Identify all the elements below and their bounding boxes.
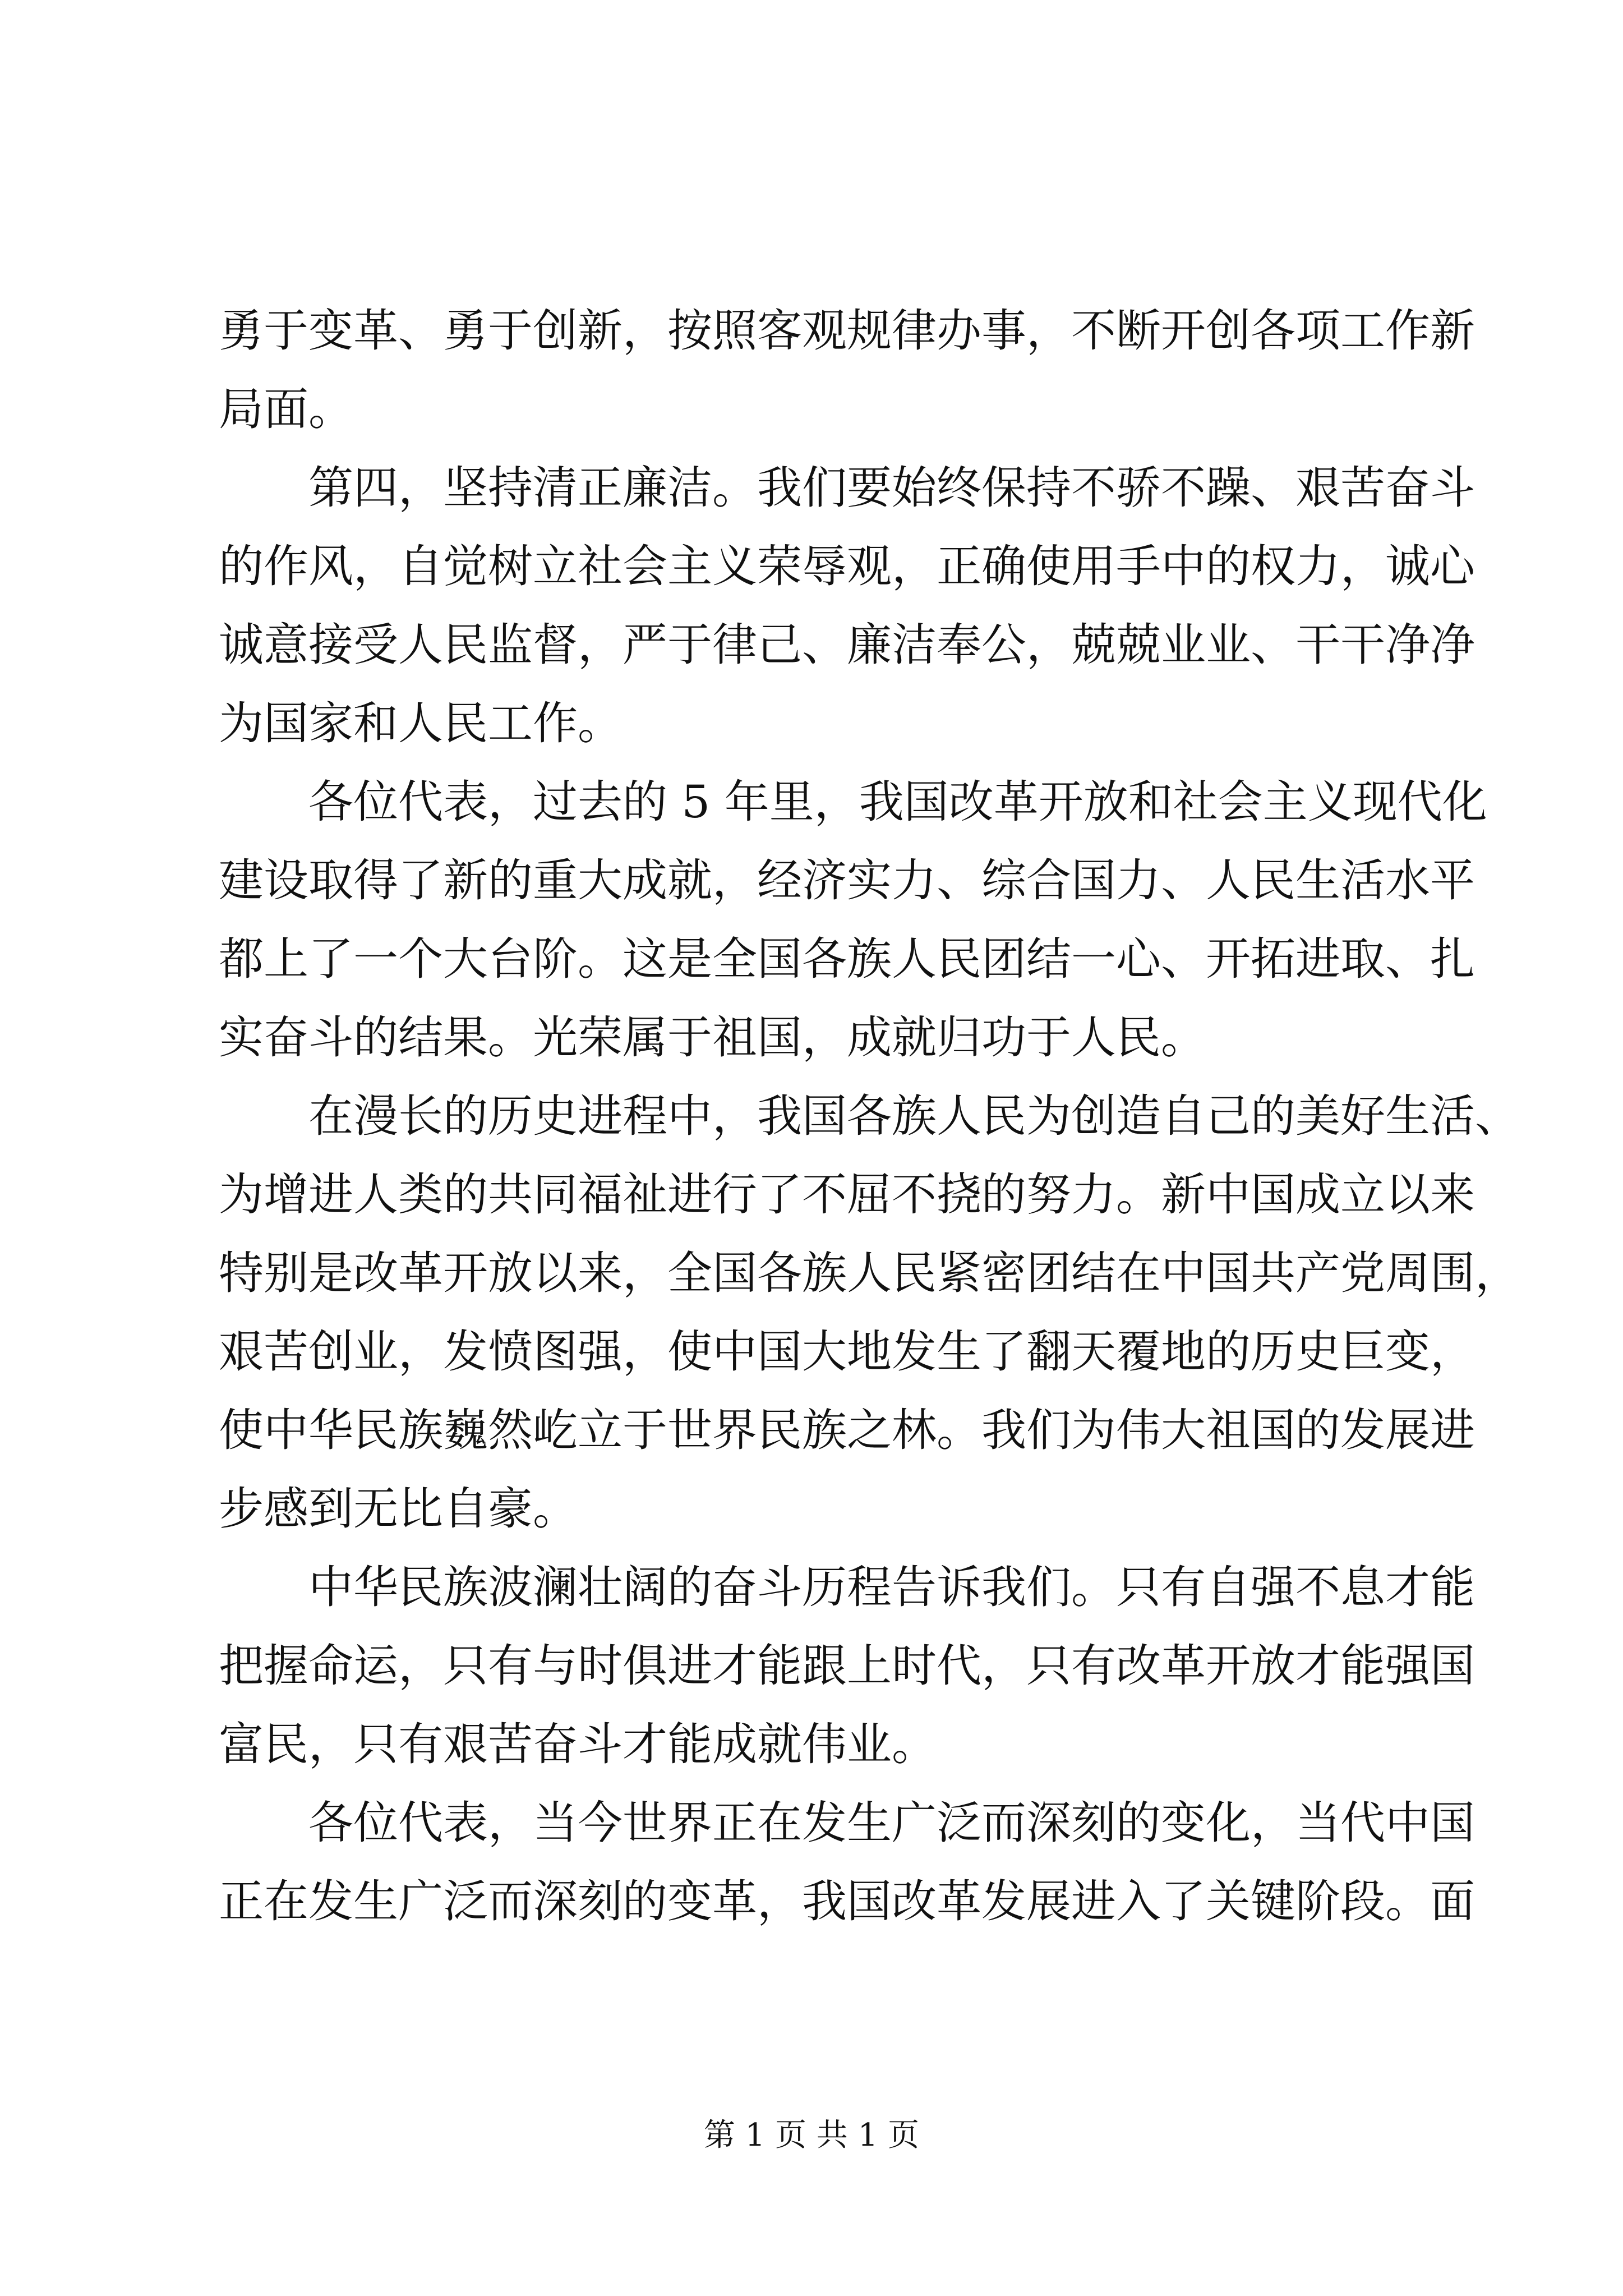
page-footer: 第 1 页 共 1 页 [703,2117,920,2154]
text-line: 使中华民族巍然屹立于世界民族之林。我们为伟大祖国的发展进 [219,1404,1475,1456]
text-line: 实奋斗的结果。光荣属于祖国，成就归功于人民。 [219,1011,1206,1064]
text-line: 为国家和人民工作。 [219,697,623,749]
text-line: 局面。 [219,383,353,435]
text-line: 各位代表，当今世界正在发生广泛而深刻的变化，当代中国 [308,1797,1475,1849]
text-line: 正在发生广泛而深刻的变革，我国改革发展进入了关键阶段。面 [219,1875,1475,1927]
text-line: 诚意接受人民监督，严于律己、廉洁奉公，兢兢业业、干干净净 [219,619,1475,671]
text-line: 富民，只有艰苦奋斗才能成就伟业。 [219,1718,937,1770]
text-line: 中华民族波澜壮阔的奋斗历程告诉我们。只有自强不息才能 [308,1561,1475,1613]
document-body [219,292,1520,1941]
text-line: 在漫长的历史进程中，我国各族人民为创造自己的美好生活、 [308,1090,1520,1142]
text-line: 特别是改革开放以来，全国各族人民紧密团结在中国共产党周围， [219,1247,1520,1299]
text-line: 步感到无比自豪。 [219,1483,578,1535]
text-line: 各位代表，过去的 5 年里，我国改革开放和社会主义现代化 [308,776,1487,828]
text-line: 建设取得了新的重大成就，经济实力、综合国力、人民生活水平 [219,854,1475,907]
text-line: 为增进人类的共同福祉进行了不屈不挠的努力。新中国成立以来 [219,1168,1475,1221]
text-line: 的作风，自觉树立社会主义荣辱观，正确使用手中的权力，诚心 [219,540,1475,592]
text-line: 都上了一个大台阶。这是全国各族人民团结一心、开拓进取、扎 [219,933,1475,985]
text-line: 第四，坚持清正廉洁。我们要始终保持不骄不躁、艰苦奋斗 [308,462,1475,514]
text-line: 勇于变革、勇于创新，按照客观规律办事，不断开创各项工作新 [219,305,1475,357]
text-line: 艰苦创业，发愤图强，使中国大地发生了翻天覆地的历史巨变， [219,1326,1475,1378]
text-line: 把握命运，只有与时俱进才能跟上时代，只有改革开放才能强国 [219,1640,1475,1692]
